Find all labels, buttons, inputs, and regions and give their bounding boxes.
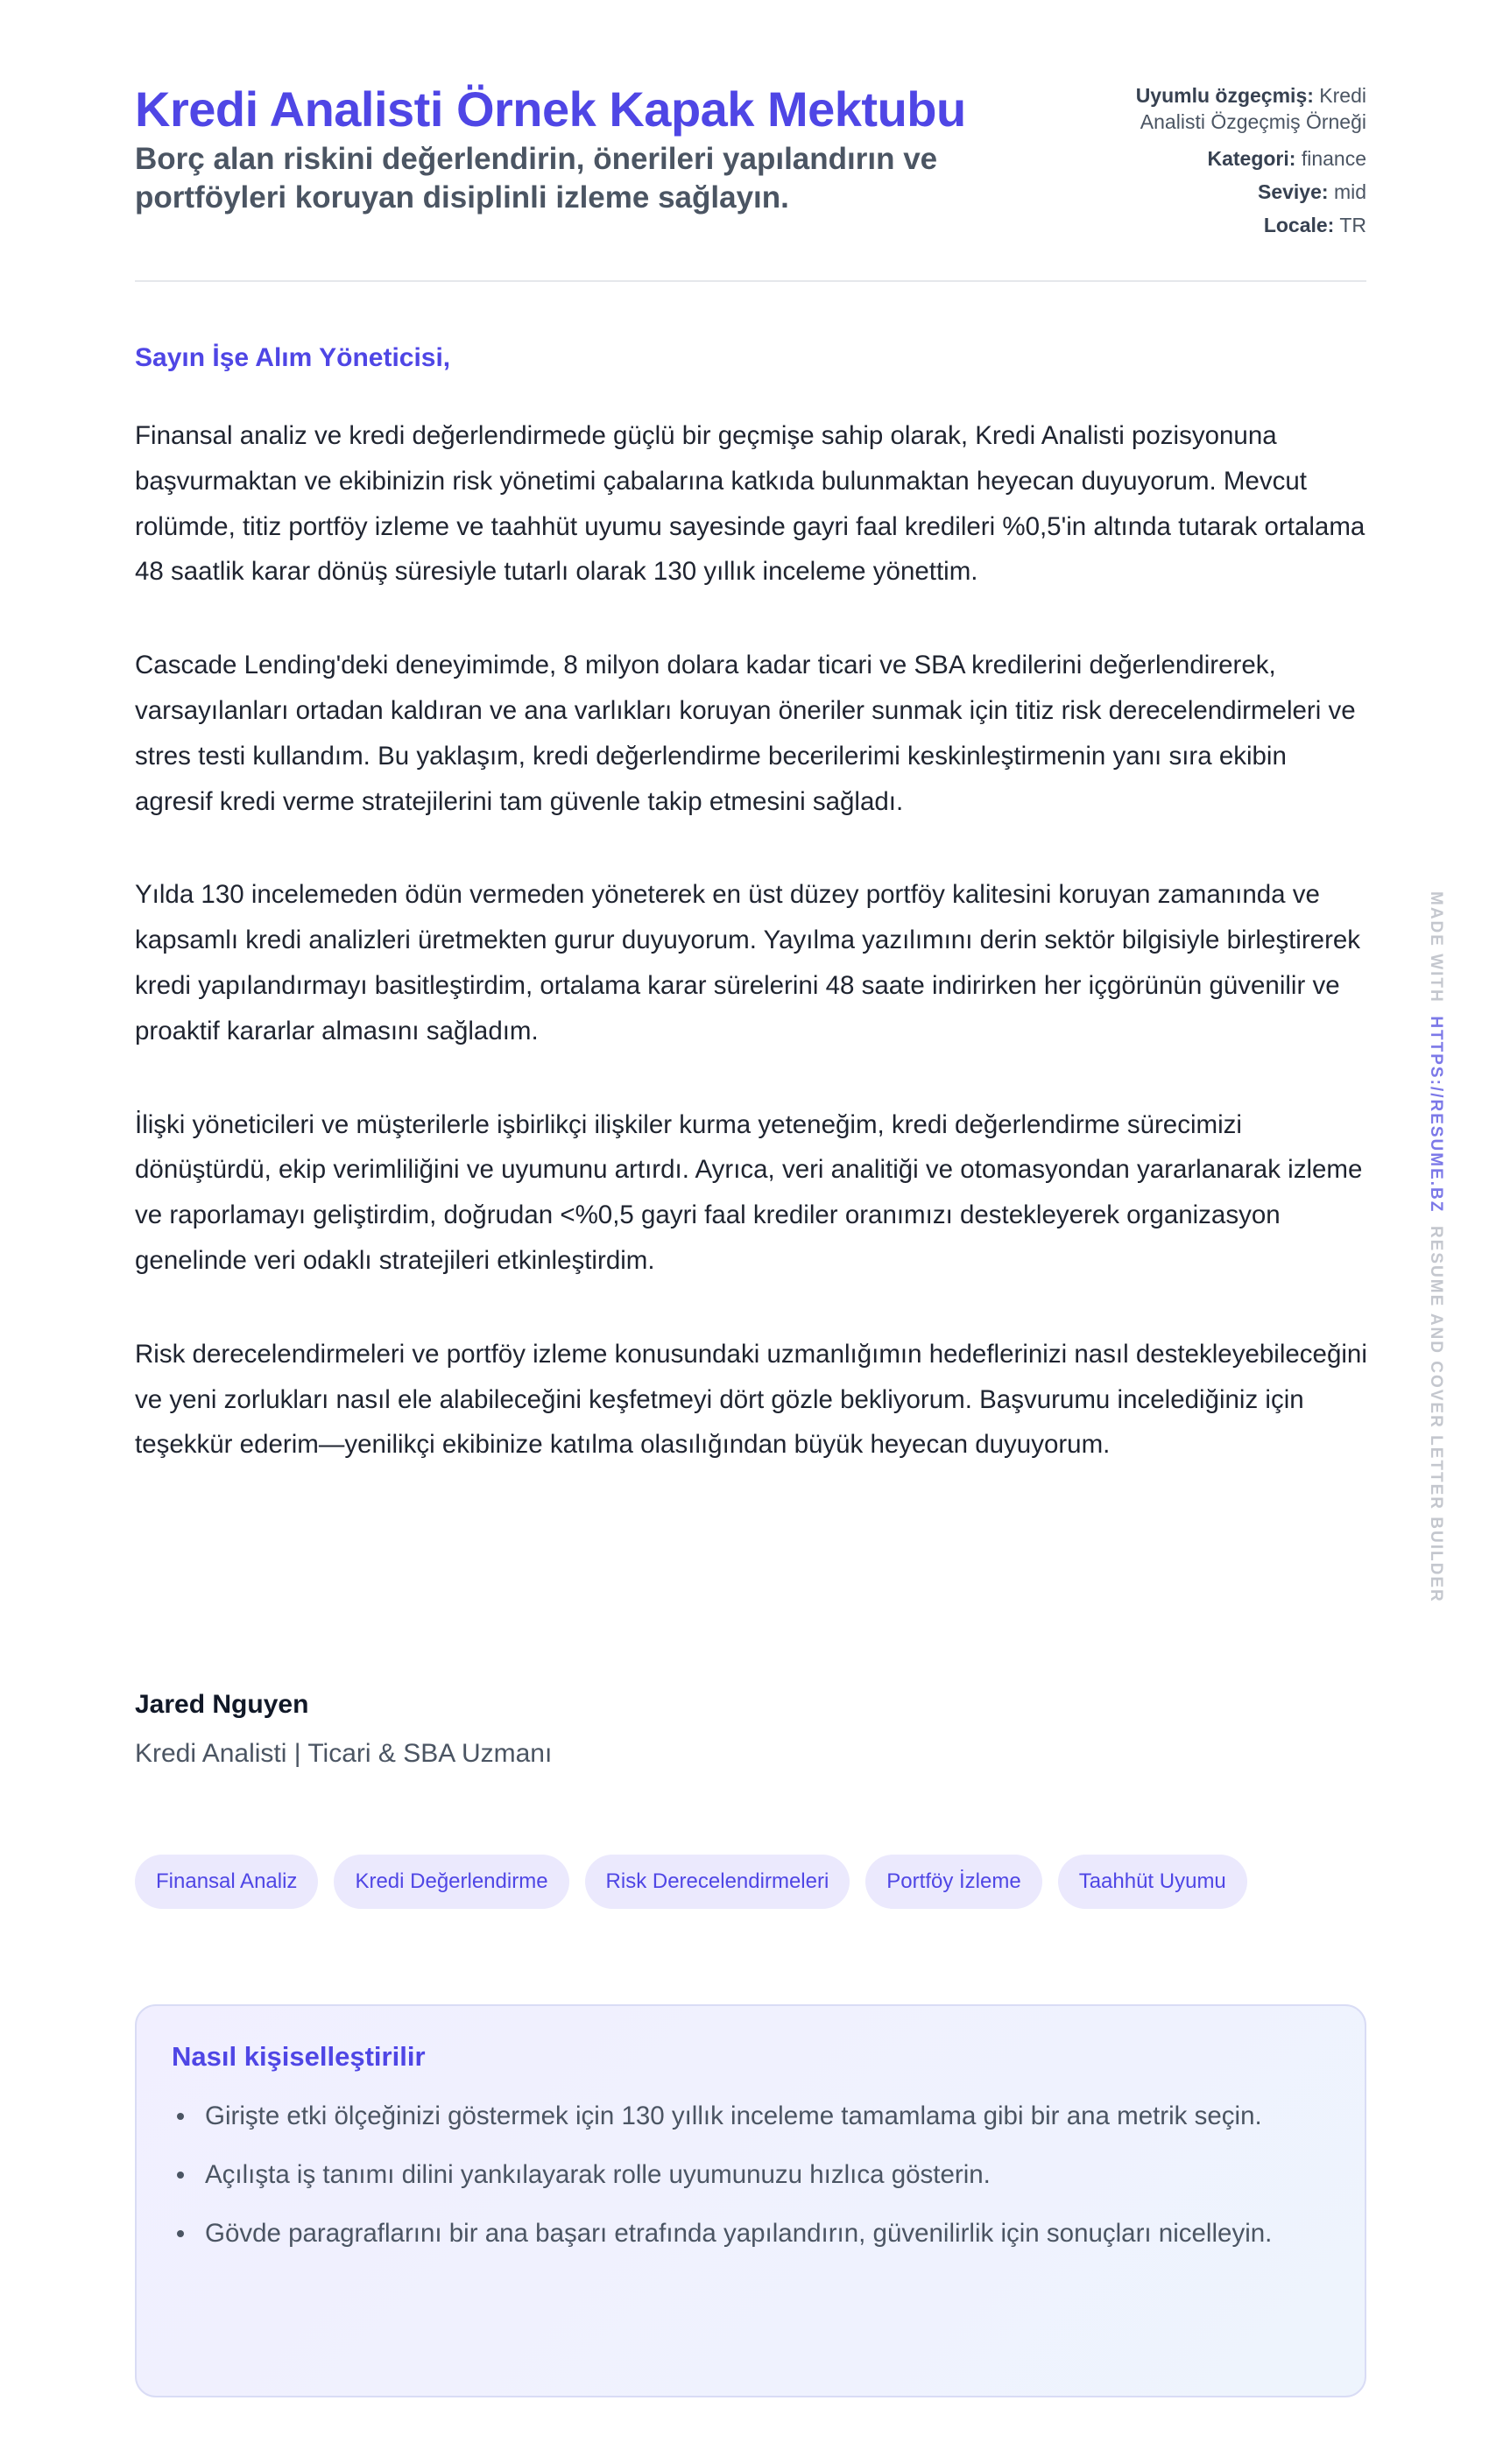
watermark-prefix: MADE WITH (1427, 891, 1445, 1003)
skill-tags (135, 1855, 1247, 1909)
personalization-tips (135, 2004, 1366, 2397)
tip-item: Gövde paragraflarını bir ana başarı etrafında yapılandırın, güvenilirlik için sonuçları nicelleyin. (172, 2211, 1330, 2256)
skill-tag: Taahhüt Uyumu (1058, 1855, 1247, 1909)
signature-name: Jared Nguyen (135, 1690, 309, 1719)
page-title: Kredi Analisti Örnek Kapak Mektubu (135, 81, 966, 137)
watermark-suffix: RESUME AND COVER LETTER BUILDER (1427, 1225, 1445, 1603)
meta-key: Locale: (1263, 214, 1335, 236)
meta-locale (1104, 208, 1366, 242)
tips-title: Nasıl kişiselleştirilir (172, 2041, 426, 2072)
paragraph: Cascade Lending'deki deneyimimde, 8 milyon dolara kadar ticari ve SBA kredilerini değerlendirerek, varsayılanları ortadan kaldıran ve ana varlıkları koruyan öneriler sunmak için titiz risk derecelendirmeleri ve stres testi kullandım. Bu yaklaşım, kredi değerlendirme becerilerimi keskinleştirmenin yanı sıra ekibin agresif kredi verme stratejilerini tam güvenle takip etmesini sağladı. (135, 651, 1356, 816)
paragraph: İlişki yöneticileri ve müşterilerle işbirlikçi ilişkiler kurma yeteneğim, kredi değerlendirme sürecimizi dönüştürdü, ekip verimliliğini ve uyumunu artırdı. Ayrıca, veri analitiği ve otomasyondan yararlanarak izleme ve raporlamayı geliştirdim, doğrudan <%0,5 gayri faal krediler oranımızı destekleyerek organizasyon genelinde veri odaklı stratejileri etkinleştirdim. (135, 1109, 1363, 1275)
greeting: Sayın İşe Alım Yöneticisi, (135, 343, 451, 372)
watermark-link[interactable]: HTTPS://RESUME.BZ (1427, 1016, 1445, 1214)
paragraph: Risk derecelendirmeleri ve portföy izleme konusundaki uzmanlığımın hedeflerinizi nasıl destekleyebileceğini ve yeni zorlukları nasıl ele alabileceğini keşfetmeyi dört gözle bekliyorum. Başvurumu incelediğiniz için teşekkür ederim—yenilikçi ekibinize katılma olasılığından büyük heyecan duyuyorum. (135, 1339, 1367, 1460)
skill-tag: Finansal Analiz (135, 1855, 318, 1909)
watermark (1426, 891, 1445, 1609)
page-subtitle: Borç alan riskini değerlendirin, önerileri yapılandırın ve portföyleri koruyan disiplinli izleme sağlayın. (135, 142, 938, 215)
paragraph: Finansal analiz ve kredi değerlendirmede güçlü bir geçmişe sahip olarak, Kredi Analisti pozisyonuna başvurmaktan ve ekibinizin risk yönetimi çabalarına katkıda bulunmaktan heyecan duyuyorum. Mevcut rolümde, titiz portföy izleme ve taahhüt uyumu sayesinde gayri faal kredileri %0,5'in altında tutarak ortalama 48 saatlik karar dönüş süresiyle tutarlı olarak 130 yıllık inceleme yönettim. (135, 421, 1366, 587)
tips-list (172, 2094, 1330, 2256)
skill-tag: Risk Derecelendirmeleri (585, 1855, 850, 1909)
meta-value[interactable]: Kredi Analisti Özgeçmiş Örneği (1140, 84, 1366, 133)
meta-key: Kategori: (1207, 147, 1296, 170)
tip-item: Girişte etki ölçeğinizi göstermek için 130 yıllık inceleme tamamlama gibi bir ana metrik seçin. (172, 2094, 1330, 2138)
signature (135, 1690, 552, 1769)
signature-role: Kredi Analisti | Ticari & SBA Uzmanı (135, 1739, 553, 1768)
meta-info (1104, 82, 1366, 242)
meta-value: mid (1333, 180, 1366, 203)
header (135, 81, 1366, 242)
title-block (135, 81, 1011, 242)
skill-tag: Portföy İzleme (865, 1855, 1041, 1909)
paragraph: Yılda 130 incelemeden ödün vermeden yöneterek en üst düzey portföy kalitesini koruyan zamanında ve kapsamlı kredi analizleri üretmekten gurur duyuyorum. Yayılma yazılımını derin sektör bilgisiyle birleştirerek kredi yapılandırmayı basitleştirdim, ortalama karar sürelerini 48 saate indirirken her içgörünün güvenilir ve proaktif kararlar almasını sağladım. (135, 880, 1361, 1045)
letter-body (135, 413, 1370, 1516)
meta-level (1104, 175, 1366, 208)
meta-category (1104, 142, 1366, 175)
meta-key: Seviye: (1257, 180, 1329, 203)
meta-value: finance (1301, 147, 1366, 170)
skill-tag: Kredi Değerlendirme (334, 1855, 568, 1909)
meta-compatible-resume (1104, 82, 1366, 135)
meta-key: Uyumlu özgeçmiş: (1135, 84, 1314, 107)
tip-item: Açılışta iş tanımı dilini yankılayarak rolle uyumunuzu hızlıca gösterin. (172, 2152, 1330, 2197)
divider (135, 280, 1366, 282)
meta-value: TR (1339, 214, 1366, 236)
